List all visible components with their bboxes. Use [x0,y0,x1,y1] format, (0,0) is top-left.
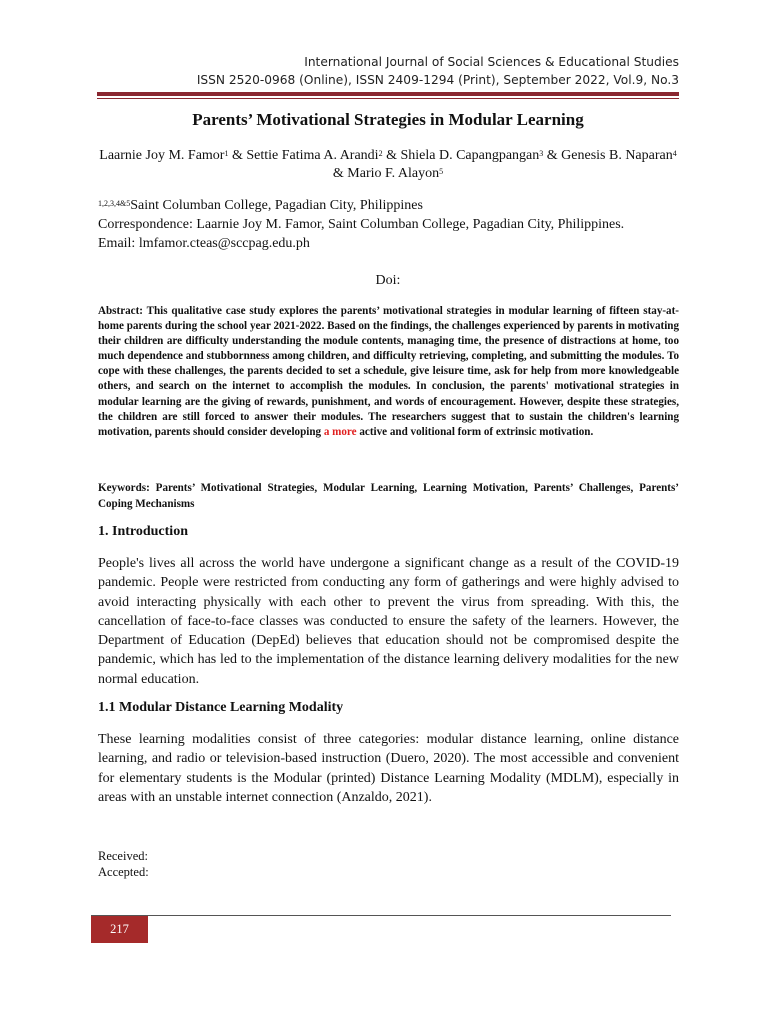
received-label: Received: [98,849,148,863]
modular-learning-paragraph: These learning modalities consist of three categories: modular distance learning, online distance learning, and radio or television-based instruction (Duero, 2020). The most accessible and convenient for elementary students is the Modular (printed) Distance Learning Modality (MDLM), especially in areas with an unstable internet connection (Anzaldo, 2021). [98,732,679,805]
abstract-highlight: a more [323,425,357,438]
footer-rule [91,915,671,916]
keywords: Keywords: Parents’ Motivational Strategies, Modular Learning, Learning Motivation, Parents’ Challenges, Parents’ Coping Mechanisms [98,482,679,510]
author-sup: 4 [672,149,677,158]
email-line: Email: lmfamor.cteas@sccpag.edu.ph [98,236,310,251]
journal-header [197,53,679,89]
author-sup: 1 [224,149,229,158]
header-rule-thick [97,92,679,96]
author-sup: 5 [439,167,444,176]
journal-issn: ISSN 2520-0968 (Online), ISSN 2409-1294 (Print), September 2022, Vol.9, No.3 [196,73,679,87]
section-heading-introduction: 1. Introduction [98,524,188,539]
section-heading-modular-learning: 1.1 Modular Distance Learning Modality [98,700,344,715]
author-name: & Settie Fatima A. Arandi [228,148,379,163]
doi-line: Doi: [375,273,401,288]
header-rule-thin [97,98,679,99]
author-sup: 3 [539,149,544,158]
accepted-label: Accepted: [98,865,149,879]
journal-name: International Journal of Social Sciences & Educational Studies [304,55,679,69]
author-name: & Mario F. Alayon [332,166,440,181]
abstract [98,304,679,440]
author-name: & Shiela D. Capangpangan [382,148,540,163]
correspondence-line: Correspondence: Laarnie Joy M. Famor, Saint Columban College, Pagadian City, Philippines. [98,217,625,232]
author-name: Laarnie Joy M. Famor [99,148,225,163]
affiliation-sup: 1,2,3,4&5 [98,199,131,208]
affiliation-institution: Saint Columban College, Pagadian City, Philippines [130,198,423,213]
dates-block [98,848,149,880]
affiliation-line [98,196,680,215]
abstract-text-end: active and volitional form of extrinsic motivation. [356,425,594,438]
author-list [97,147,679,183]
affiliation-block [98,196,680,253]
introduction-paragraph: People's lives all across the world have undergone a significant change as a result of the COVID-19 pandemic. People were restricted from conducting any form of gatherings and were highly advised to avoid interacting physically with each other to prevent the virus from spreading. With this, the cancellation of face-to-face classes was conducted to ensure the safety of the learners. However, the Department of Education (DepEd) believes that education should not be compromised despite the pandemic, which has led to the implementation of the distance learning delivery modalities for the new normal education. [98,556,679,687]
paper-title: Parents’ Motivational Strategies in Modular Learning [192,110,584,129]
page-number: 217 [91,916,148,943]
author-name: & Genesis B. Naparan [543,148,673,163]
abstract-text: Abstract: This qualitative case study explores the parents’ motivational strategies in modular learning of fifteen stay-at-home parents during the school year 2021-2022. Based on the findings, the challenges experienced by parents in motivating their children are difficulty understanding the module contents, managing time, the presence of distractions at home, too much dependence and stubbornness among children, and difficulty retrieving, completing, and submitting the modules. To cope with these challenges, the parents decided to set a schedule, give leisure time, ask for help from more knowledgeable others, and search on the internet to accomplish the modules. In conclusion, the parents' motivational strategies in modular learning are the giving of rewards, punishment, and words of encouragement. However, despite these strategies, the children are still forced to answer their modules. The researchers suggest that to sustain the children's learning motivation, parents should consider developing [98,305,679,438]
author-sup: 2 [378,149,383,158]
